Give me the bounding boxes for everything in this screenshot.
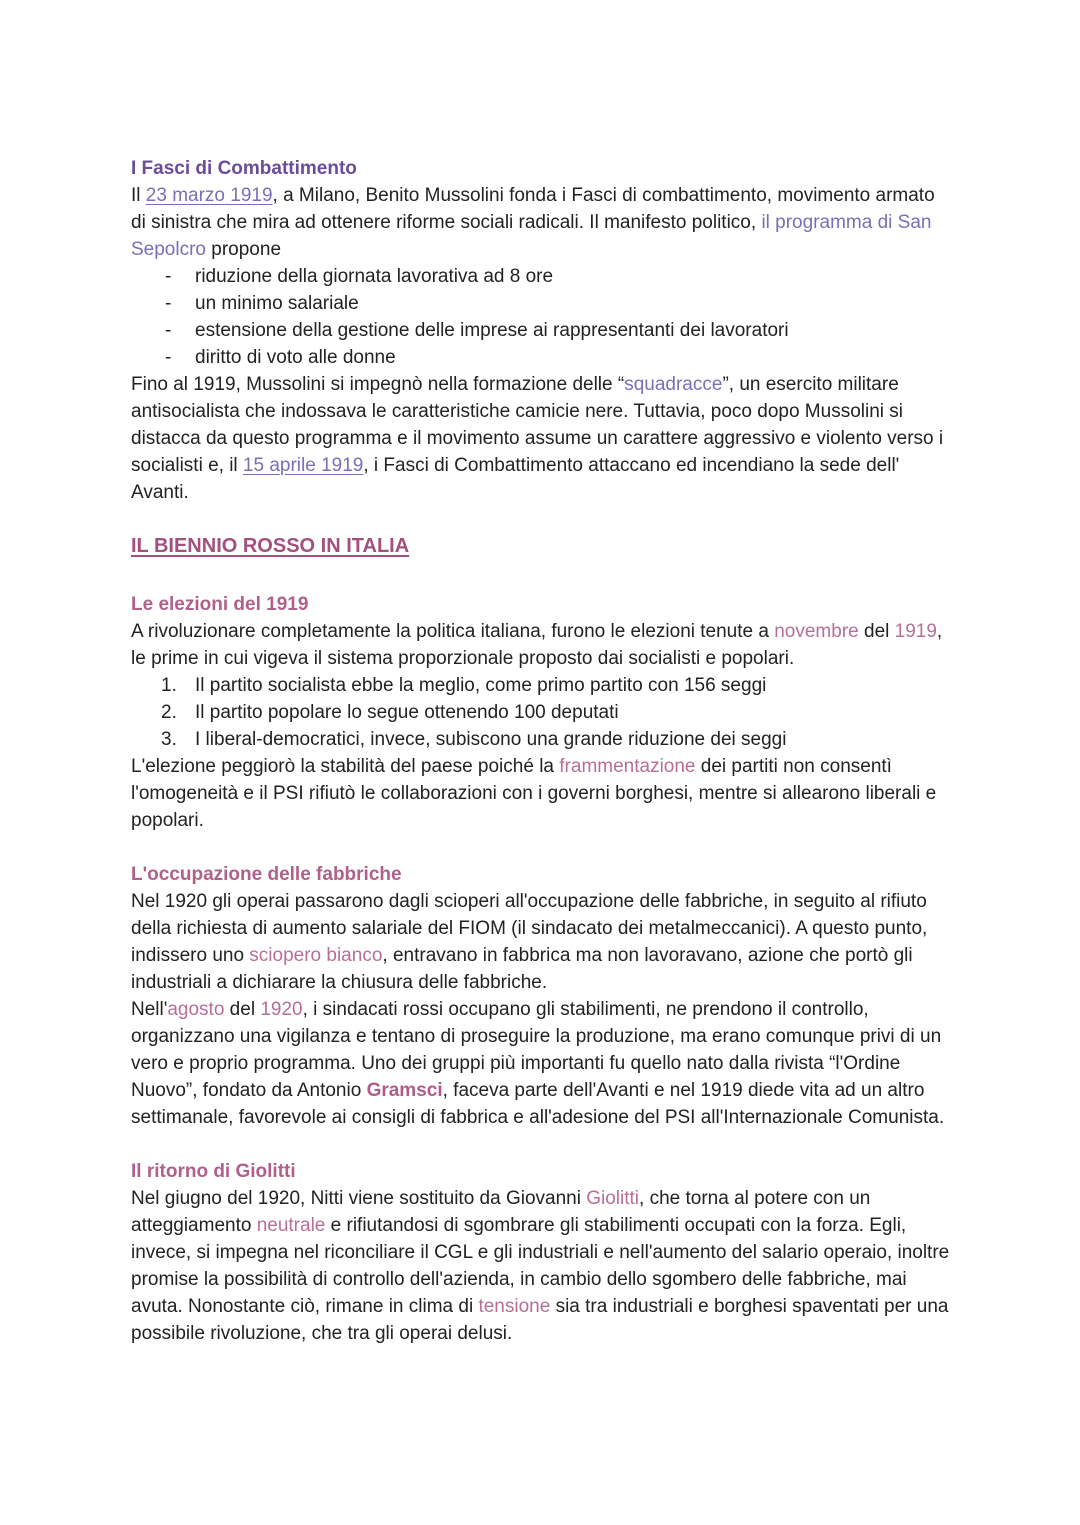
- text-run: Il: [131, 185, 146, 206]
- spacer: [131, 834, 951, 861]
- document-page: [131, 155, 951, 1347]
- text-run: , i sindacati rossi occupano gli stabilimenti, ne prendono il controllo, organizzano una vigilanza e tentano di proseguire la produzione, ma erano comunque privi di un vero e proprio programma. Uno dei gruppi più importanti fu quello nato dalla rivista “l'Ordine Nuovo”, fondato da Antonio: [131, 999, 942, 1101]
- dash-marker: -: [165, 266, 172, 287]
- spacer: [131, 1131, 951, 1158]
- highlight-text: agosto: [167, 999, 225, 1020]
- section-heading: I Fasci di Combattimento: [131, 158, 357, 179]
- bold-name: Gramsci: [366, 1080, 443, 1101]
- text-run: e rifiutandosi di sgombrare gli stabilimenti occupati con la forza. Egli, invece, si impegna nel riconciliare il CGL e gli industriali e nell'aumento del salario operaio, inoltre promise la possibilità di controllo dell'azienda, in cambio dello sgombero delle fabbriche, mai avuta. Nonostante ciò, rimane in clima di: [131, 1215, 950, 1317]
- dash-marker: -: [165, 320, 172, 341]
- spacer: [131, 506, 951, 533]
- text-run: Nel giugno del 1920, Nitti viene sostituito da Giovanni: [131, 1188, 587, 1209]
- list-number: 3.: [161, 729, 177, 750]
- bullet-list: [131, 263, 951, 371]
- list-item-text: Il partito socialista ebbe la meglio, come primo partito con 156 seggi: [195, 675, 767, 696]
- text-run: , entravano in fabbrica ma non lavoravano, azione che portò gli industriali a dichiarare la chiusura delle fabbriche.: [131, 945, 913, 993]
- text-run: dei partiti non consentì l'omogeneità e il PSI rifiutò le collaborazioni con i governi borghesi, mentre si allearono liberali e popolari.: [131, 756, 937, 831]
- text-run: , che torna al potere con un atteggiamento: [131, 1188, 871, 1236]
- text-run: Nel 1920 gli operai passarono dagli scioperi all'occupazione delle fabbriche, in seguito al rifiuto della richiesta di aumento salariale del FIOM (il sindacato dei metalmeccanici). A questo punto, indissero uno: [131, 891, 928, 966]
- text-run: , le prime in cui vigeva il sistema proporzionale proposto dai socialisti e popolari.: [131, 621, 943, 669]
- text-run: , i Fasci di Combattimento attaccano ed incendiano la sede dell' Avanti.: [131, 455, 900, 503]
- text-run: del: [858, 621, 895, 642]
- highlight-text: 1919: [894, 621, 937, 642]
- main-heading: IL BIENNIO ROSSO IN ITALIA: [131, 535, 410, 557]
- list-item-text: diritto di voto alle donne: [195, 347, 396, 368]
- text-run: L'elezione peggiorò la stabilità del paese poiché la: [131, 756, 560, 777]
- list-item: [131, 672, 951, 699]
- list-item-text: riduzione della giornata lavorativa ad 8 ore: [195, 266, 554, 287]
- highlight-text: 1920: [260, 999, 303, 1020]
- spacer: [131, 560, 951, 591]
- section-fasci: [131, 155, 951, 506]
- text-run: , faceva parte dell'Avanti e nel 1919 diede vita ad un altro settimanale, favorevole ai consigli di fabbrica e all'adesione del PSI all'Internazionale Comunista.: [131, 1080, 945, 1128]
- list-item-text: estensione della gestione delle imprese ai rappresentanti dei lavoratori: [195, 320, 789, 341]
- list-item: [131, 726, 951, 753]
- paragraph: [131, 888, 951, 996]
- dash-marker: -: [165, 293, 172, 314]
- highlight-text: Giolitti: [586, 1188, 640, 1209]
- text-run: del: [224, 999, 261, 1020]
- text-run: A rivoluzionare completamente la politica italiana, furono le elezioni tenute a: [131, 621, 775, 642]
- text-run: ”, un esercito militare antisocialista che indossava le caratteristiche camicie nere. Tuttavia, poco dopo Mussolini si distacca da questo programma e il movimento assume un carattere aggressivo e violento verso i socialisti e, il: [131, 374, 944, 476]
- section-occupazione: [131, 861, 951, 1131]
- date-link[interactable]: 15 aprile 1919: [242, 455, 364, 476]
- section-giolitti: [131, 1158, 951, 1347]
- list-item-text: Il partito popolare lo segue ottenendo 100 deputati: [195, 702, 619, 723]
- highlight-text: neutrale: [256, 1215, 326, 1236]
- paragraph: [131, 996, 951, 1131]
- section-heading: Il ritorno di Giolitti: [131, 1161, 296, 1182]
- text-run: , a Milano, Benito Mussolini fonda i Fasci di combattimento, movimento armato di sinistra che mira ad ottenere riforme sociali radicali. Il manifesto politico,: [131, 185, 935, 233]
- dash-marker: -: [165, 347, 172, 368]
- section-heading: L'occupazione delle fabbriche: [131, 864, 402, 885]
- list-item-text: I liberal-democratici, invece, subiscono una grande riduzione dei seggi: [195, 729, 787, 750]
- highlight-text: squadracce: [624, 374, 723, 395]
- section-heading: Le elezioni del 1919: [131, 594, 309, 615]
- list-item-text: un minimo salariale: [195, 293, 359, 314]
- list-number: 2.: [161, 702, 177, 723]
- date-link[interactable]: 23 marzo 1919: [145, 185, 273, 206]
- text-run: Fino al 1919, Mussolini si impegnò nella formazione delle “: [131, 374, 625, 395]
- list-item: [131, 344, 951, 371]
- list-number: 1.: [161, 675, 177, 696]
- list-item: [131, 290, 951, 317]
- highlight-text: il programma di San Sepolcro: [131, 212, 932, 260]
- section-elezioni: [131, 591, 951, 834]
- numbered-list: [131, 672, 951, 753]
- highlight-text: tensione: [478, 1296, 551, 1317]
- text-run: propone: [206, 239, 282, 260]
- text-run: Nell': [131, 999, 168, 1020]
- list-item: [131, 317, 951, 344]
- list-item: [131, 263, 951, 290]
- list-item: [131, 699, 951, 726]
- paragraph: [131, 618, 951, 672]
- highlight-text: novembre: [774, 621, 859, 642]
- paragraph: [131, 182, 951, 263]
- highlight-text: frammentazione: [559, 756, 696, 777]
- highlight-text: sciopero bianco: [249, 945, 383, 966]
- paragraph: [131, 371, 951, 506]
- text-run: sia tra industriali e borghesi spaventati per una possibile rivoluzione, che tra gli operai delusi.: [131, 1296, 949, 1344]
- paragraph: [131, 1185, 951, 1347]
- paragraph: [131, 753, 951, 834]
